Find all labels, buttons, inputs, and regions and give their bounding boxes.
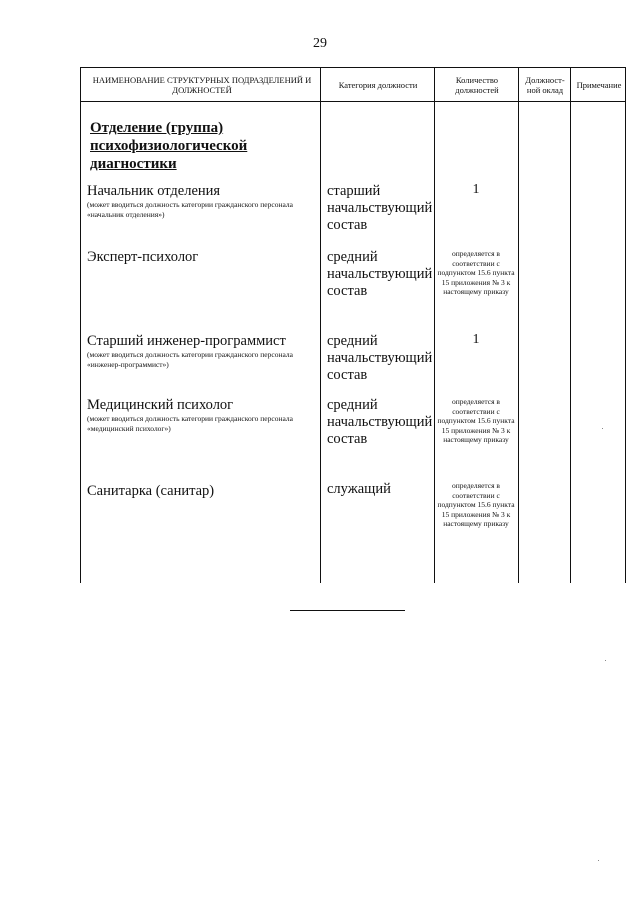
footer-rule [290, 610, 405, 611]
scan-speck [602, 428, 603, 429]
position-title: Начальник отделения [87, 183, 221, 199]
position-title: Старший инженер-программист [87, 333, 286, 349]
position-note: (может вводиться должность категории гражданского персонала «начальник отделения») [87, 200, 293, 219]
position-quantity: 1 [472, 332, 480, 347]
position-note: (может вводиться должность категории гражданского персонала «медицинский психолог») [87, 414, 293, 433]
column-divider [570, 67, 571, 583]
page-number: 29 [313, 36, 327, 51]
staff-table [80, 67, 626, 583]
header-name: НАИМЕНОВАНИЕ СТРУКТУРНЫХ ПОДРАЗДЕЛЕНИЙ И ДОЛЖНОСТЕЙ [92, 75, 312, 95]
column-divider [320, 67, 321, 583]
header-quantity: Количество должностей [455, 75, 499, 95]
position-quantity: определяется в соответствии с подпунктом 15.6 пункта 15 приложения № 3 к настоящему приказу [437, 249, 515, 297]
header-note: Примечание [576, 80, 622, 90]
position-quantity: определяется в соответствии с подпунктом 15.6 пункта 15 приложения № 3 к настоящему приказу [437, 481, 515, 529]
position-category: средний начальствующий состав [327, 333, 433, 383]
scan-speck [598, 860, 599, 861]
position-quantity: 1 [472, 182, 480, 197]
position-category: средний начальствующий состав [327, 397, 433, 447]
header-salary: Должност-ной оклад [525, 75, 565, 95]
column-divider [518, 67, 519, 583]
column-divider [80, 67, 81, 583]
position-title: Санитарка (санитар) [87, 483, 215, 499]
position-title: Медицинский психолог [87, 397, 234, 413]
position-category: служащий [327, 481, 391, 497]
position-category: старший начальствующий состав [327, 183, 433, 233]
header-category: Категория должности [338, 80, 418, 90]
position-title: Эксперт-психолог [87, 249, 199, 265]
scan-speck [605, 660, 606, 661]
column-divider [625, 67, 626, 583]
position-category: средний начальствующий состав [327, 249, 433, 299]
position-quantity: определяется в соответствии с подпунктом 15.6 пункта 15 приложения № 3 к настоящему приказу [437, 397, 515, 445]
position-note: (может вводиться должность категории гражданского персонала «инженер-программист») [87, 350, 293, 369]
section-title: Отделение (группа) психофизиологической диагностики [90, 120, 248, 172]
